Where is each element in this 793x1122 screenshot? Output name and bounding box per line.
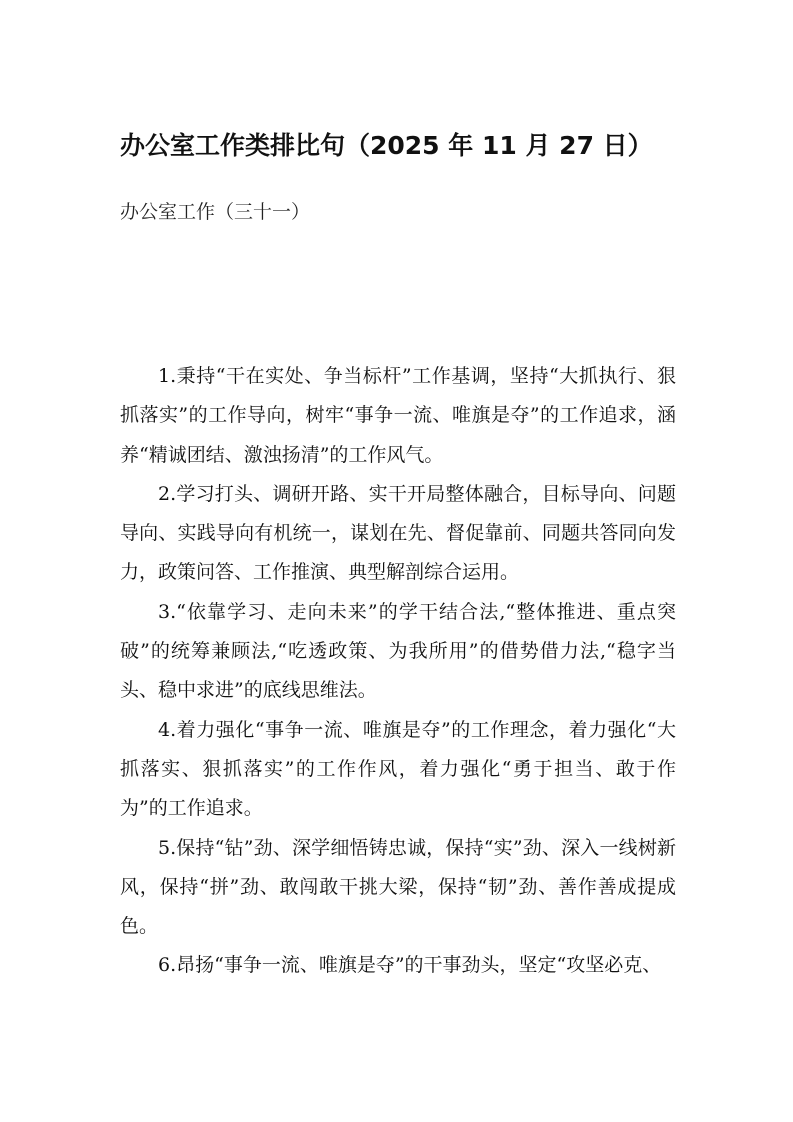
paragraph-1: 1.秉持“干在实处、争当标杆”工作基调，坚持“大抓执行、狠抓落实”的工作导向，树牢“事争一流、唯旗是夺”的工作追求，涵养“精诚团结、激浊扬清”的工作风气。: [120, 365, 676, 466]
paragraph-6: 6.昂扬“事争一流、唯旗是夺”的干事劲头，坚定“攻坚必克、: [158, 954, 662, 977]
document-title: 办公室工作类排比句（2025 年 11 月 27 日）: [120, 131, 653, 160]
paragraph-3: 3.“依靠学习、走向未来”的学干结合法,“整体推进、重点突破”的统筹兼顾法,“吃透政策、为我所用”的借势借力法,“稳字当头、稳中求进”的底线思维法。: [120, 600, 676, 702]
document-body: [120, 357, 676, 986]
paragraph-4: 4.着力强化“事争一流、唯旗是夺”的工作理念，着力强化“大抓落实、狠抓落实”的工作作风，着力强化“勇于担当、敢于作为”的工作追求。: [120, 718, 676, 820]
paragraph-5: 5.保持“钻”劲、深学细悟铸忠诚，保持“实”劲、深入一线树新风，保持“拼”劲、敢闯敢干挑大梁，保持“韧”劲、善作善成提成色。: [120, 836, 676, 938]
paragraph-2: 2.学习打头、调研开路、实干开局整体融合，目标导向、问题导向、实践导向有机统一，谋划在先、督促靠前、同题共答同向发力，政策问答、工作推演、典型解剖综合运用。: [120, 482, 676, 584]
document-subtitle: 办公室工作（三十一）: [120, 201, 311, 223]
